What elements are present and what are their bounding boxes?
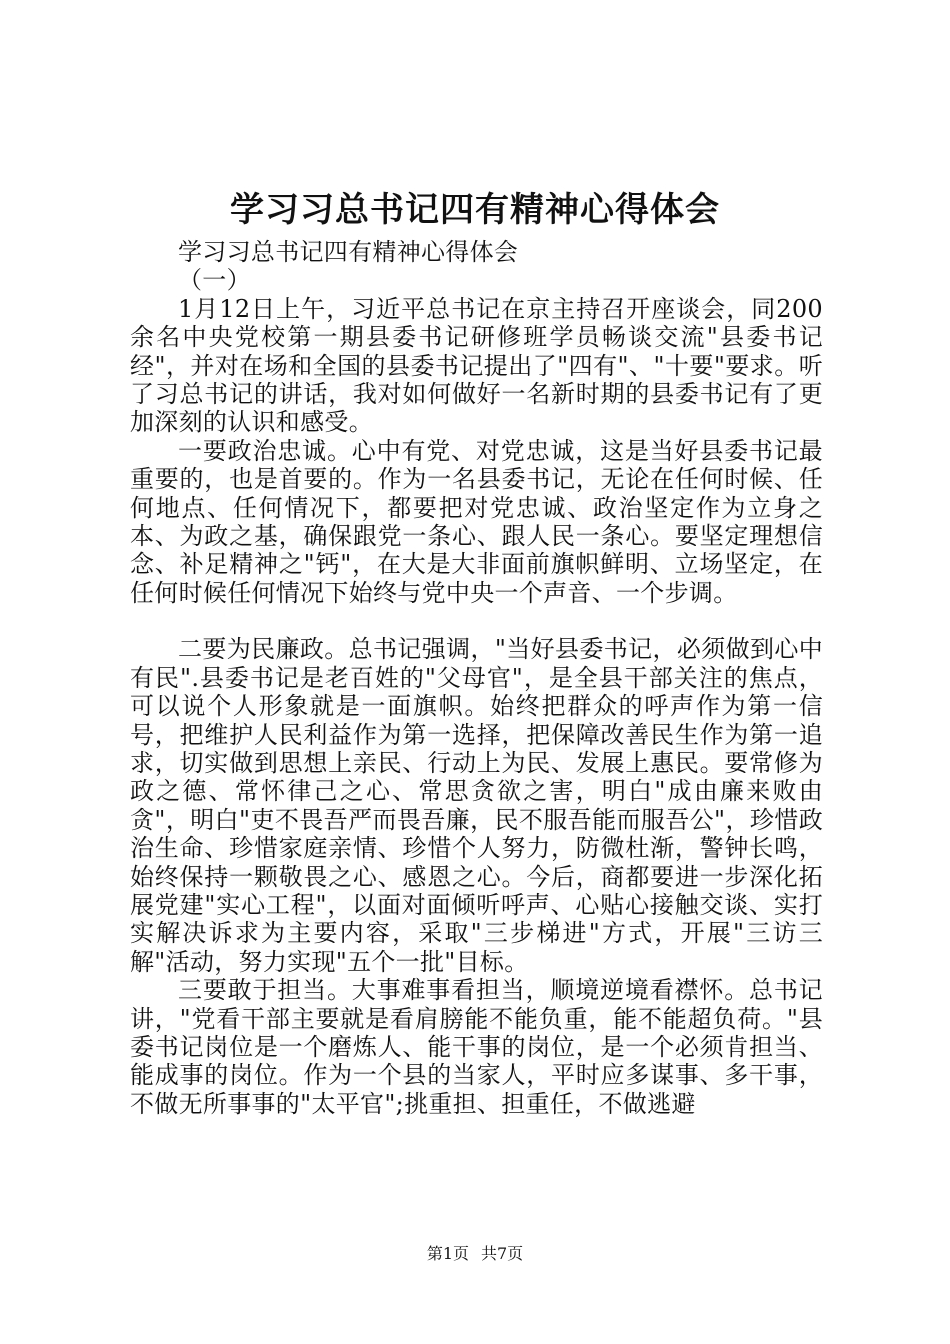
page-footer xyxy=(0,1243,950,1265)
paragraph-responsibility: 三要敢于担当。大事难事看担当，顺境逆境看襟怀。总书记讲，"党看干部主要就是看肩膀能不能负重，能不能超负荷。"县委书记岗位是一个磨炼人、能干事的岗位，是一个必须肯担当、能成事的岗位。作为一个县的当家人，平时应多谋事、多干事，不做无所事事的"太平官";挑重担、担重任，不做逃避 xyxy=(130,976,823,1118)
document-subtitle: 学习习总书记四有精神心得体会 xyxy=(178,238,519,266)
page-number: 第1页 xyxy=(426,1244,469,1263)
paragraph-intro: 1月12日上午，习近平总书记在京主持召开座谈会，同200余名中央党校第一期县委书记研修班学员畅谈交流"县委书记经"，并对在场和全国的县委书记提出了"四有"、"十要"要求。听了习总书记的讲话，我对如何做好一名新时期的县委书记有了更加深刻的认识和感受。 xyxy=(130,294,823,437)
page-total: 共7页 xyxy=(481,1244,524,1263)
section-marker: （一） xyxy=(178,266,251,295)
document-body xyxy=(130,238,823,1118)
paragraph-integrity-for-people: 二要为民廉政。总书记强调，"当好县委书记，必须做到心中有民".县委书记是老百姓的"父母官"，是全县干部关注的焦点，可以说个人形象就是一面旗帜。始终把群众的呼声作为第一信号，把维护人民利益作为第一选择，把保障改善民生作为第一追求，切实做到思想上亲民、行动上为民、发展上惠民。要常修为政之德、常怀律己之心、常思贪欲之害，明白"成由廉来败由贪"，明白"吏不畏吾严而畏吾廉，民不服吾能而服吾公"，珍惜政治生命、珍惜家庭亲情、珍惜个人努力，防微杜渐，警钟长鸣，始终保持一颗敬畏之心、感恩之心。今后，商都要进一步深化拓展党建"实心工程"，以面对面倾听呼声、心贴心接触交谈、实打实解决诉求为主要内容，采取"三步梯进"方式，开展"三访三解"活动，努力实现"五个一批"目标。 xyxy=(130,635,823,976)
paragraph-political-loyalty: 一要政治忠诚。心中有党、对党忠诚，这是当好县委书记最重要的，也是首要的。作为一名县委书记，无论在任何时候、任何地点、任何情况下，都要把对党忠诚、政治坚定作为立身之本、为政之基，确保跟党一条心、跟人民一条心。要坚定理想信念、补足精神之"钙"，在大是大非面前旗帜鲜明、立场坚定，在任何时候任何情况下始终与党中央一个声音、一个步调。 xyxy=(130,436,823,607)
document-title: 学习习总书记四有精神心得体会 xyxy=(230,190,720,230)
